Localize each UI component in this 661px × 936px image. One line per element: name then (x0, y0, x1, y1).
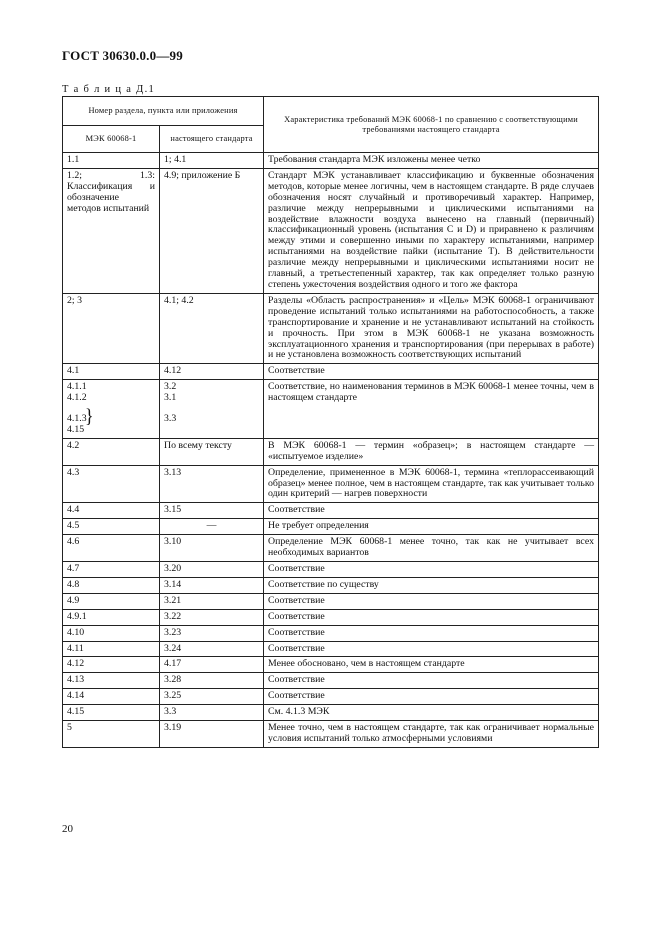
cell-characteristic: Менее обосновано, чем в настоящем стандарте (264, 657, 599, 673)
cell-characteristic: Требования стандарта МЭК изложены менее четко (264, 153, 599, 169)
cell-standard-number: 3.25 (160, 689, 264, 705)
table-row (63, 657, 599, 673)
cell-iec-number: 2; 3 (63, 293, 160, 363)
col1-header: МЭК 60068-1 (63, 126, 160, 153)
table-row-group (63, 380, 599, 439)
cell-standard-number: 3.20 (160, 562, 264, 578)
page-number: 20 (62, 823, 73, 835)
cell-characteristic: Соответствие (264, 689, 599, 705)
iec-number-line: 4.15 (67, 423, 85, 435)
dash-mark: — (206, 520, 217, 532)
table-row (63, 293, 599, 363)
standard-number-line: 3.2 (164, 381, 177, 393)
cell-iec-number: 4.3 (63, 465, 160, 503)
cell-characteristic: Определение, примененное в МЭК 60068-1, термина «теплорассеивающий образец» менее полное, чем в настоящем стандарте, так как учитывает только один критерий — нагрев поверхности (264, 465, 599, 503)
cell-characteristic: Определение МЭК 60068-1 менее точно, так как не учитывает всех необходимых вариантов (264, 535, 599, 562)
cell-iec-number: 5 (63, 721, 160, 748)
cell-iec-number-group (63, 380, 160, 439)
cell-iec-number: 4.5 (63, 519, 160, 535)
cell-iec-number: 4.9.1 (63, 609, 160, 625)
cell-characteristic: Соответствие, но наименования терминов в МЭК 60068-1 менее точны, чем в настоящем стандарте (264, 380, 599, 439)
cell-standard-number: 3.15 (160, 503, 264, 519)
cell-standard-number: 4.1; 4.2 (160, 293, 264, 363)
cell-standard-number: 3.14 (160, 577, 264, 593)
cell-standard-number: 3.3 (160, 705, 264, 721)
table-row (63, 364, 599, 380)
cell-iec-number: 4.7 (63, 562, 160, 578)
group-header: Номер раздела, пункта или приложения (63, 97, 264, 126)
iec-number-line: 4.1.1 (67, 381, 87, 393)
cell-iec-number: 4.4 (63, 503, 160, 519)
cell-iec-number: 4.9 (63, 593, 160, 609)
comparison-table (62, 96, 599, 748)
document-title: ГОСТ 30630.0.0—99 (62, 48, 183, 63)
col3-header: Характеристика требований МЭК 60068-1 по сравнению с соответствующими требованиями настоящего стандарта (264, 97, 599, 153)
table-row (63, 625, 599, 641)
cell-characteristic: Менее точно, чем в настоящем стандарте, так как ограничивает нормальные условия испытаний только атмосферными условиями (264, 721, 599, 748)
cell-iec-number: 1.1 (63, 153, 160, 169)
iec-number-line: 4.1.2 (67, 392, 87, 404)
cell-characteristic: Соответствие по существу (264, 577, 599, 593)
cell-standard-number-group (160, 380, 264, 439)
table-row (63, 168, 599, 293)
cell-characteristic: Соответствие (264, 562, 599, 578)
table-caption: Т а б л и ц а Д.1 (62, 84, 156, 95)
cell-standard-number: 4.9; приложение Б (160, 168, 264, 293)
table-row (63, 465, 599, 503)
cell-standard-number: 3.22 (160, 609, 264, 625)
cell-standard-number: 3.28 (160, 673, 264, 689)
cell-iec-number: 4.2 (63, 438, 160, 465)
cell-standard-number: 4.12 (160, 364, 264, 380)
cell-standard-number: 3.19 (160, 721, 264, 748)
cell-characteristic: Не требует определения (264, 519, 599, 535)
cell-characteristic: Соответствие (264, 641, 599, 657)
cell-iec-number: 4.13 (63, 673, 160, 689)
cell-iec-number: 4.15 (63, 705, 160, 721)
cell-iec-number: 4.8 (63, 577, 160, 593)
cell-standard-number (160, 519, 264, 535)
table-row (63, 609, 599, 625)
cell-characteristic: Соответствие (264, 503, 599, 519)
table-row (63, 438, 599, 465)
table-row (63, 705, 599, 721)
cell-iec-number: 4.14 (63, 689, 160, 705)
standard-number-line: 3.1 (164, 392, 177, 404)
table-row (63, 689, 599, 705)
iec-number-line: 4.1.3 (67, 413, 87, 425)
cell-standard-number: 3.10 (160, 535, 264, 562)
cell-characteristic: Соответствие (264, 364, 599, 380)
table-row (63, 593, 599, 609)
cell-iec-number: 4.11 (63, 641, 160, 657)
cell-characteristic: Соответствие (264, 609, 599, 625)
table-row (63, 641, 599, 657)
curly-brace-icon: } (85, 405, 94, 428)
table-row (63, 153, 599, 169)
table-row (63, 503, 599, 519)
cell-characteristic: В МЭК 60068-1 — термин «образец»; в настоящем стандарте — «испытуемое изделие» (264, 438, 599, 465)
cell-standard-number: По всему тексту (160, 438, 264, 465)
cell-iec-number: 4.1 (63, 364, 160, 380)
cell-standard-number: 3.24 (160, 641, 264, 657)
cell-iec-number: 4.6 (63, 535, 160, 562)
table-row (63, 562, 599, 578)
cell-characteristic: См. 4.1.3 МЭК (264, 705, 599, 721)
cell-standard-number: 3.23 (160, 625, 264, 641)
cell-characteristic: Стандарт МЭК устанавливает классификацию и буквенные обозначения методов, которые менее логичны, чем в настоящем стандарте. В ряде случаев обозначения носят случайный и противоречивый характер. Например, различие между непрерывными и циклическими испытаниями на воздействие влажности воздуха вынесено на главный (первичный) классификационный уровень (испытания C и D) и приравнено к различиям между этими и совершенно иными по характеру испытаниями, например испытаниями на воздействие пайки (испытание T). В действительности различие между непрерывными и циклическими испытаниями носит не главный, а третьестепенный характер, так как определяет только разную степень ужесточения воздействия одного и того же фактора (264, 168, 599, 293)
cell-iec-number: 4.10 (63, 625, 160, 641)
cell-standard-number: 4.17 (160, 657, 264, 673)
cell-characteristic: Соответствие (264, 625, 599, 641)
cell-standard-number: 3.21 (160, 593, 264, 609)
table-row (63, 519, 599, 535)
cell-characteristic: Соответствие (264, 673, 599, 689)
table-row (63, 535, 599, 562)
cell-iec-number: 1.2; 1.3: Классификация и обозначение методов испытаний (63, 168, 160, 293)
table-row (63, 721, 599, 748)
cell-characteristic: Соответствие (264, 593, 599, 609)
cell-standard-number: 1; 4.1 (160, 153, 264, 169)
cell-iec-number: 4.12 (63, 657, 160, 673)
table-row (63, 673, 599, 689)
col2-header: настоящего стандарта (160, 126, 264, 153)
cell-standard-number: 3.13 (160, 465, 264, 503)
table-row (63, 577, 599, 593)
standard-number-line: 3.3 (164, 413, 177, 425)
cell-characteristic: Разделы «Область распространения» и «Цель» МЭК 60068-1 ограничивают проведение испытаний только испытаниями на работоспособность, а также транспортирование и хранение и не устанавливают испытаний на стойкость и прочность. При этом в МЭК 60068-1 не указана возможность эксплуатационного хранения и транспортирования (при перерывах в работе) и не установлена возможность соответствующих испытаний (264, 293, 599, 363)
